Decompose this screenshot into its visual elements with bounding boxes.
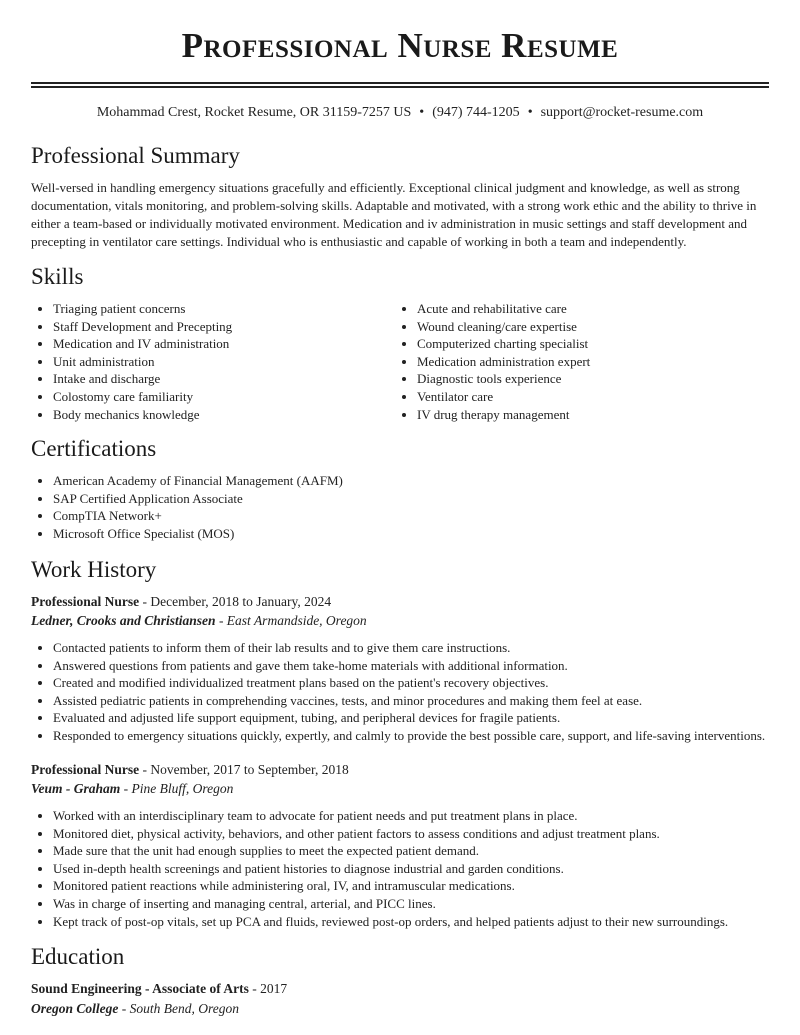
job-bullet: • Answered questions from patients and gave them take-home materials with additional information. [53, 657, 791, 675]
job-location: - Pine Bluff, Oregon [120, 781, 234, 796]
education-degree: Sound Engineering - Associate of Arts [31, 981, 249, 996]
contact-email: support@rocket-resume.com [540, 105, 704, 120]
summary-text: Well-versed in handling emergency situations gracefully and efficiently. Exceptional clinical judgment and knowledge, as well as strong documentation, vitals monitoring, and problem-solving skills. Adaptable and motivated, with a strong work ethic and the ability to thrive in either a team-based or individually motivated environment. Medication and iv administration in music settings and staff development and precepting in ventilator care settings. Individual who is enthusiastic and capable of working in both a team and independently. [31, 180, 757, 249]
job-dates: - December, 2018 to January, 2024 [139, 594, 332, 609]
certification-item: • SAP Certified Application Associate [53, 490, 753, 508]
skills-list-right [395, 300, 787, 423]
job-title: Professional Nurse [31, 594, 140, 609]
skill-item: • Medication and IV administration [53, 335, 393, 353]
job-bullet: • Responded to emergency situations quickly, expertly, and calmly to provide the best possible care, support, and life-saving interventions. [53, 727, 791, 745]
job-bullet: • Used in-depth health screenings and patient histories to diagnose industrial and garden conditions. [53, 860, 791, 878]
title-divider-bottom [31, 86, 769, 88]
education-school: Oregon College [31, 1001, 119, 1016]
contact-separator: • [527, 105, 533, 120]
skill-item: • Staff Development and Precepting [53, 318, 393, 336]
job-title-line [31, 594, 331, 610]
contact-separator: • [419, 105, 425, 120]
resume-title: Professional Nurse Resume [181, 26, 619, 65]
education-school-line [31, 1001, 239, 1017]
job-bullet: • Contacted patients to inform them of their lab results and to give them care instructions. [53, 639, 791, 657]
skill-item: • Triaging patient concerns [53, 300, 393, 318]
certification-item: • American Academy of Financial Management (AAFM) [53, 472, 753, 490]
skill-item: • Acute and rehabilitative care [417, 300, 787, 318]
title-divider-top [31, 82, 769, 84]
certifications-heading: Certifications [31, 436, 157, 461]
skill-item: • Diagnostic tools experience [417, 370, 787, 388]
job-bullet: • Evaluated and adjusted life support equipment, tubing, and peripheral devices for fragile patients. [53, 709, 791, 727]
job-bullet: • Assisted pediatric patients in comprehending vaccines, tests, and minor procedures and making them feel at ease. [53, 692, 791, 710]
certifications-list [31, 472, 753, 542]
education-heading: Education [31, 944, 125, 969]
skills-list-left [31, 300, 393, 423]
contact-line [0, 105, 800, 121]
skill-item: • IV drug therapy management [417, 406, 787, 424]
contact-phone: (947) 744-1205 [432, 105, 520, 120]
job-company-line [31, 613, 367, 629]
skills-heading: Skills [31, 264, 84, 289]
certification-item: • CompTIA Network+ [53, 507, 753, 525]
contact-address: Mohammad Crest, Rocket Resume, OR 31159-7257 US [96, 105, 412, 120]
job-bullet: • Was in charge of inserting and managing central, arterial, and PICC lines. [53, 895, 791, 913]
skill-item: • Body mechanics knowledge [53, 406, 393, 424]
job-company: Ledner, Crooks and Christiansen [31, 613, 216, 628]
summary-heading: Professional Summary [31, 143, 240, 168]
job-bullet: • Monitored patient reactions while administering oral, IV, and intramuscular medications. [53, 877, 791, 895]
job-bullet: • Kept track of post-op vitals, set up PCA and fluids, reviewed post-op orders, and helped patients adjust to their new surroundings. [53, 913, 791, 931]
skill-item: • Unit administration [53, 353, 393, 371]
education-degree-line [31, 981, 287, 997]
job-company-line [31, 781, 233, 797]
job-bullets [31, 639, 791, 745]
skill-item: • Colostomy care familiarity [53, 388, 393, 406]
skill-item: • Wound cleaning/care expertise [417, 318, 787, 336]
job-location: - East Armandside, Oregon [215, 613, 367, 628]
job-dates: - November, 2017 to September, 2018 [139, 762, 349, 777]
job-company: Veum - Graham [31, 781, 121, 796]
skill-item: • Ventilator care [417, 388, 787, 406]
work-history-heading: Work History [31, 557, 157, 582]
education-year: - 2017 [248, 981, 288, 996]
skill-item: • Medication administration expert [417, 353, 787, 371]
job-title: Professional Nurse [31, 762, 140, 777]
job-bullet: • Worked with an interdisciplinary team to advocate for patient needs and put treatment plans in place. [53, 807, 791, 825]
job-bullet: • Made sure that the unit had enough supplies to meet the expected patient demand. [53, 842, 791, 860]
job-title-line [31, 762, 349, 778]
job-bullet: • Monitored diet, physical activity, behaviors, and other patient factors to assess conditions and adjust treatment plans. [53, 825, 791, 843]
job-bullet: • Created and modified individualized treatment plans based on the patient's recovery objectives. [53, 674, 791, 692]
job-bullets [31, 807, 791, 930]
skill-item: • Computerized charting specialist [417, 335, 787, 353]
skill-item: • Intake and discharge [53, 370, 393, 388]
education-location: - South Bend, Oregon [118, 1001, 239, 1016]
certification-item: • Microsoft Office Specialist (MOS) [53, 525, 753, 543]
